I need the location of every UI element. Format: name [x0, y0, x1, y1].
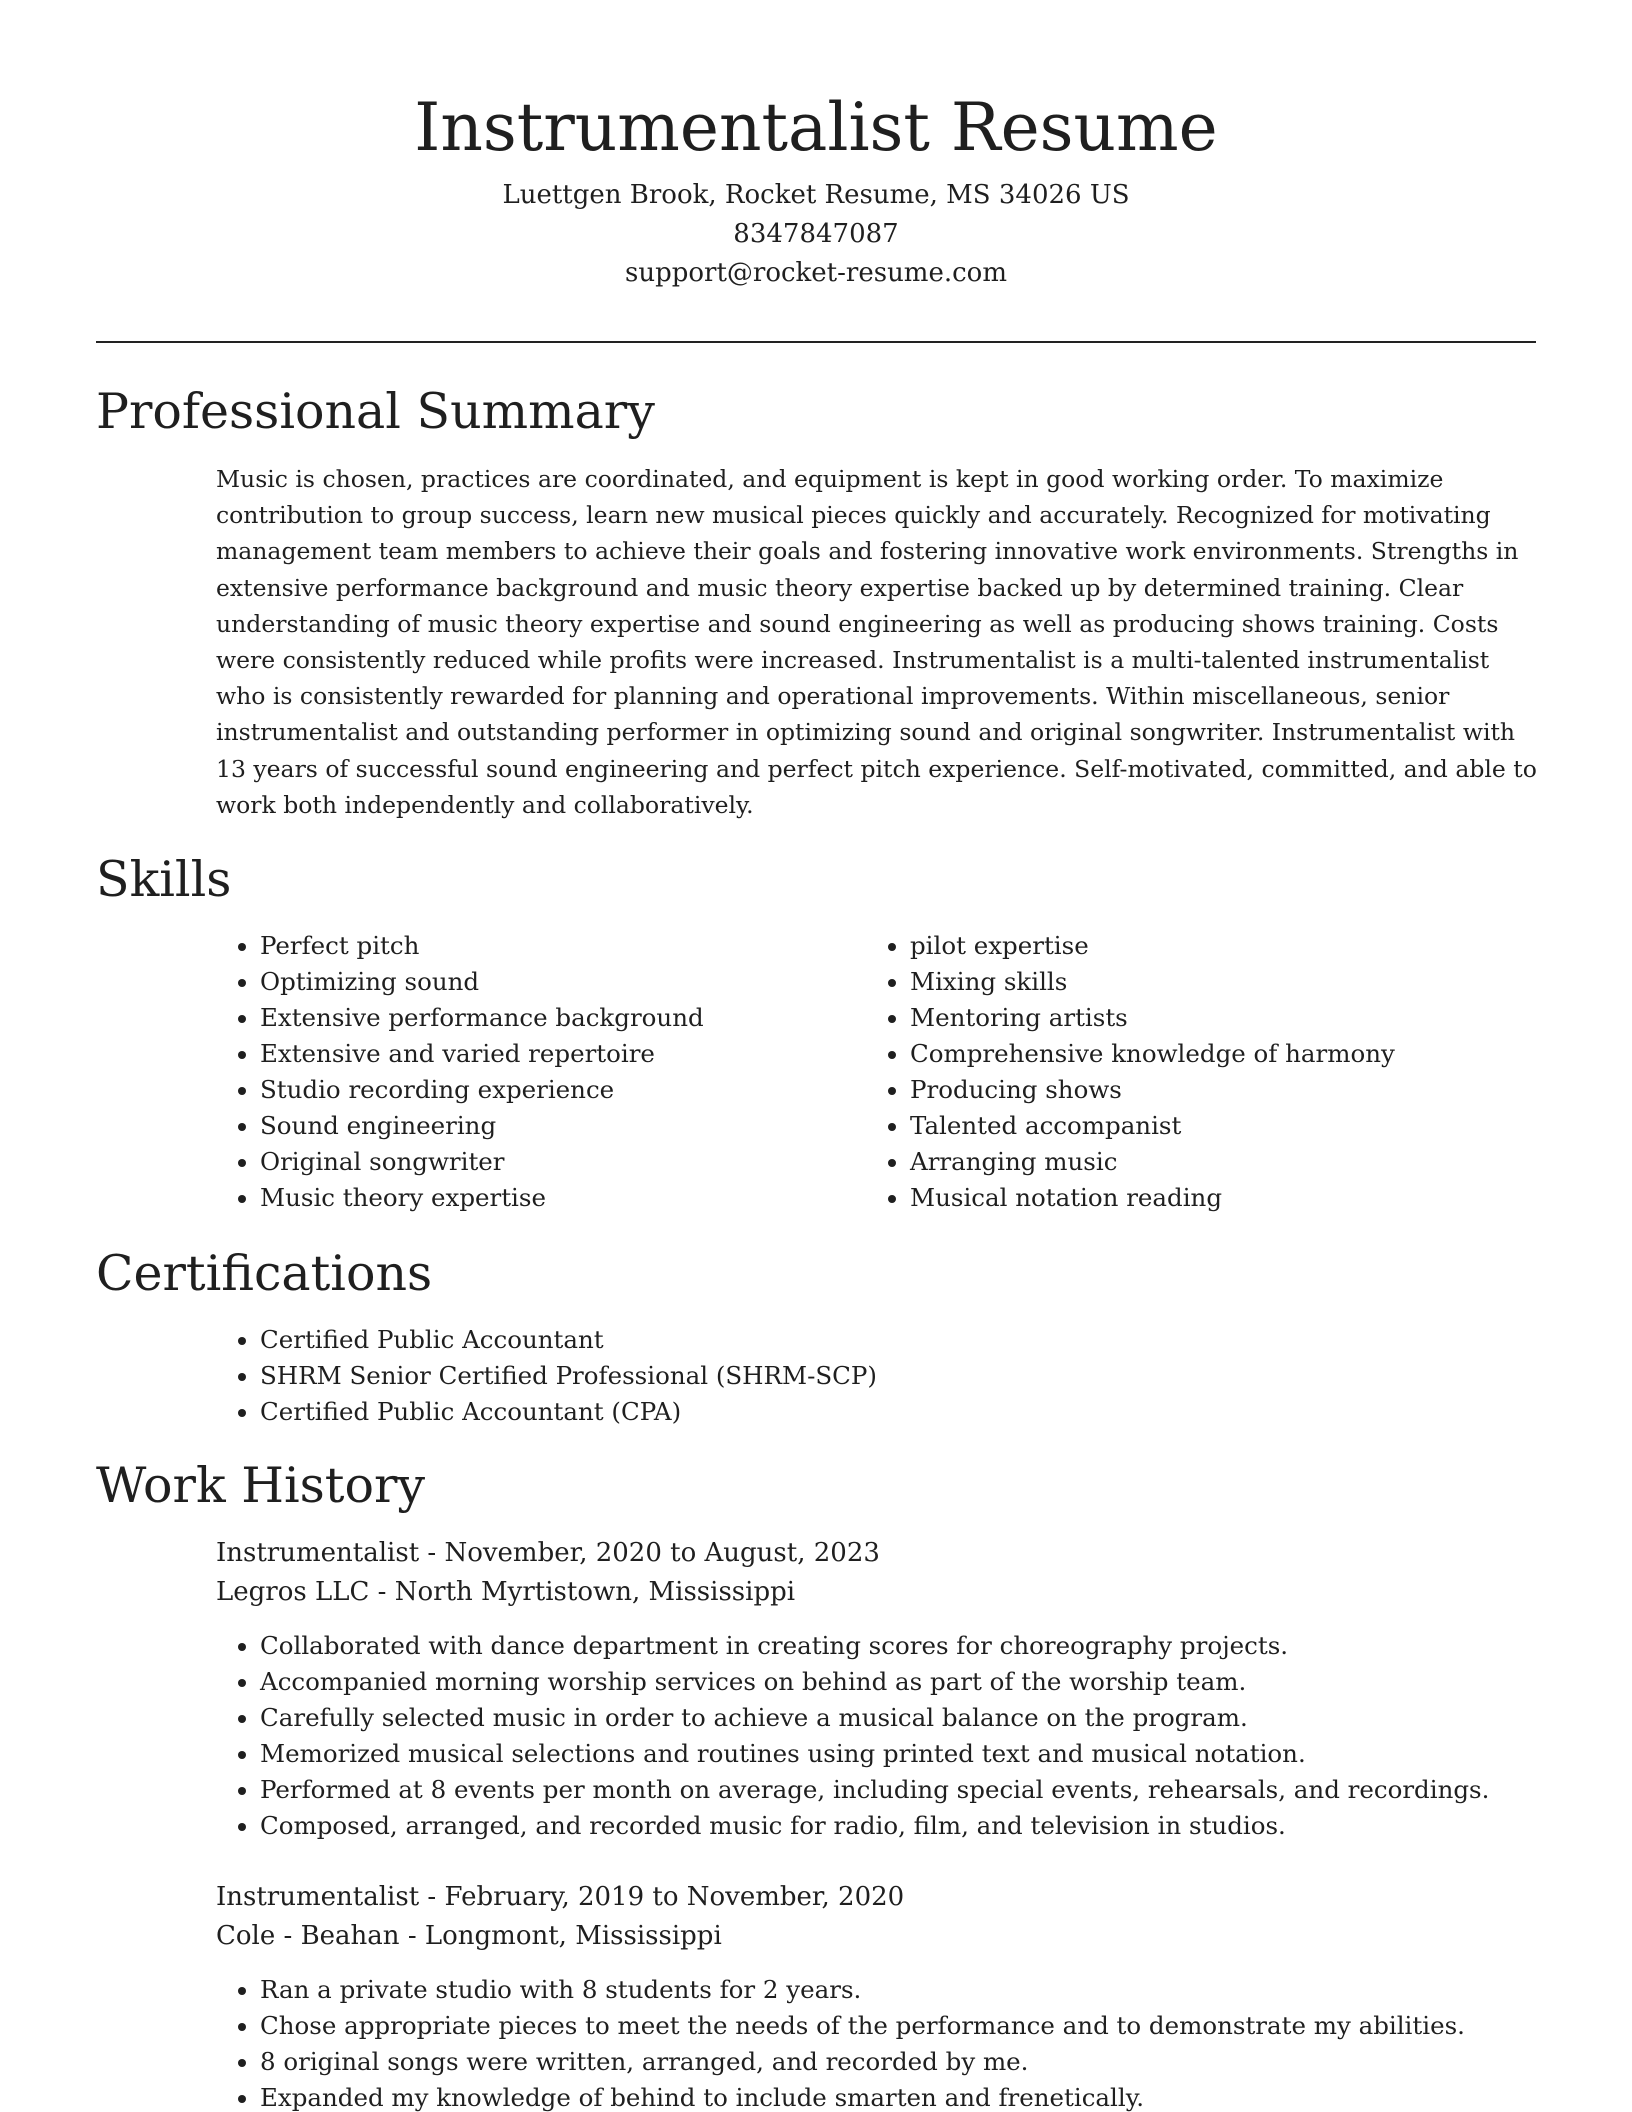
job-duty: • Expanded my knowledge of behind to include smarten and frenetically.	[260, 2080, 1560, 2112]
skills-list-column-1	[216, 928, 860, 1216]
skill-item: • Mentoring artists	[910, 1000, 1550, 1036]
certification-item: • Certified Public Accountant (CPA)	[260, 1394, 1360, 1430]
skill-item: • Sound engineering	[260, 1108, 860, 1144]
summary-text: Music is chosen, practices are coordinated, and equipment is kept in good working order. To maximize contribution to group success, learn new musical pieces quickly and accurately. Recognized for motivating management team members to achieve their goals and fostering innovative work environments. Strengths in extensive performance background and music theory expertise backed up by determined training. Clear understanding of music theory expertise and sound engineering as well as producing shows training. Costs were consistently reduced while profits were increased. Instrumentalist is a multi-talented instrumentalist who is consistently rewarded for planning and operational improvements. Within miscellaneous, senior instrumentalist and outstanding performer in optimizing sound and original songwriter. Instrumentalist with 13 years of successful sound engineering and perfect pitch experience. Self-motivated, committed, and able to work both independently and collaboratively.	[216, 465, 1537, 819]
certification-item: • Certified Public Accountant	[260, 1322, 1360, 1358]
work-history-heading: Work History	[96, 1457, 426, 1514]
certifications-list	[216, 1322, 1360, 1430]
job-duty: • Memorized musical selections and routines using printed text and musical notation.	[260, 1736, 1560, 1772]
skill-item: • Mixing skills	[910, 964, 1550, 1000]
skill-item: • Perfect pitch	[260, 928, 860, 964]
skill-item: • Producing shows	[910, 1072, 1550, 1108]
skill-item: • Optimizing sound	[260, 964, 860, 1000]
skill-item: • Extensive performance background	[260, 1000, 860, 1036]
skill-item: • Comprehensive knowledge of harmony	[910, 1036, 1550, 1072]
skill-item: • Talented accompanist	[910, 1108, 1550, 1144]
job-location: - North Myrtistown, Mississippi	[369, 1577, 796, 1607]
job-duty: • Accompanied morning worship services on behind as part of the worship team.	[260, 1664, 1560, 1700]
skill-item: • pilot expertise	[910, 928, 1550, 964]
job-title: Instrumentalist	[216, 1882, 420, 1912]
job-duty: • Composed, arranged, and recorded music for radio, film, and television in studios.	[260, 1808, 1560, 1844]
job-company: Cole - Beahan	[216, 1921, 400, 1951]
job-title-line	[216, 1534, 880, 1573]
skill-item: • Music theory expertise	[260, 1180, 860, 1216]
job-duty: • 8 original songs were written, arranged, and recorded by me.	[260, 2044, 1560, 2080]
summary-heading: Professional Summary	[96, 383, 655, 440]
job-title-line	[216, 1878, 904, 1917]
job-dates: - February, 2019 to November, 2020	[419, 1882, 905, 1912]
header-divider	[96, 341, 1536, 343]
skill-item: • Musical notation reading	[910, 1180, 1550, 1216]
job-company: Legros LLC	[216, 1577, 370, 1607]
resume-header	[96, 80, 1536, 293]
job-title: Instrumentalist	[216, 1538, 420, 1568]
job-location: - Longmont, Mississippi	[399, 1921, 722, 1951]
job-company-line	[216, 1917, 722, 1956]
certification-item: • SHRM Senior Certified Professional (SHRM-SCP)	[260, 1358, 1360, 1394]
job-dates: - November, 2020 to August, 2023	[419, 1538, 880, 1568]
skill-item: • Arranging music	[910, 1144, 1550, 1180]
job-company-line	[216, 1573, 795, 1612]
skill-item: • Studio recording experience	[260, 1072, 860, 1108]
contact-phone: 8347847087	[733, 219, 899, 249]
certifications-heading: Certifications	[96, 1245, 433, 1302]
resume-title: Instrumentalist Resume	[414, 89, 1218, 166]
contact-email: support@rocket-resume.com	[624, 258, 1007, 288]
contact-address: Luettgen Brook, Rocket Resume, MS 34026 US	[502, 180, 1130, 210]
job-duty: • Collaborated with dance department in creating scores for choreography projects.	[260, 1628, 1560, 1664]
job-duties-list	[216, 1628, 1560, 1844]
skill-item: • Extensive and varied repertoire	[260, 1036, 860, 1072]
job-duty: • Performed at 8 events per month on average, including special events, rehearsals, and recordings.	[260, 1772, 1560, 1808]
job-duty: • Ran a private studio with 8 students for 2 years.	[260, 1972, 1560, 2008]
skills-heading: Skills	[96, 851, 232, 908]
job-duties-list	[216, 1972, 1560, 2112]
skills-list-column-2	[866, 928, 1550, 1216]
skill-item: • Original songwriter	[260, 1144, 860, 1180]
job-duty: • Chose appropriate pieces to meet the needs of the performance and to demonstrate my abilities.	[260, 2008, 1560, 2044]
job-duty: • Carefully selected music in order to achieve a musical balance on the program.	[260, 1700, 1560, 1736]
